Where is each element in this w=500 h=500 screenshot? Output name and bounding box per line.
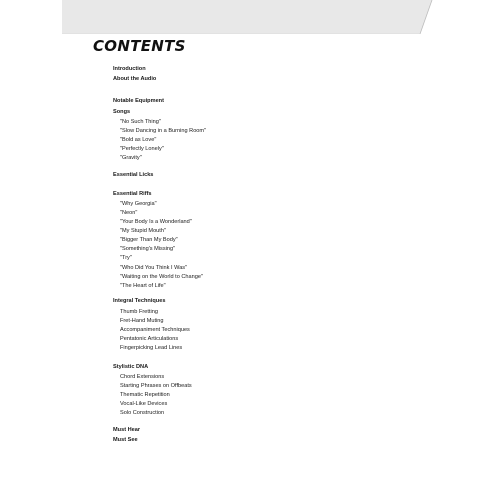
toc-entry-title: "Try" [120, 255, 132, 261]
toc-entry-title: "The Heart of Life" [120, 283, 166, 289]
toc-section-title: Notable Equipment [113, 98, 164, 104]
toc-entry-title: Chord Extensions [120, 374, 165, 380]
toc-section-title: Must Hear [113, 427, 141, 433]
toc-section-title: About the Audio [113, 76, 157, 82]
toc-section-title: Essential Riffs [113, 191, 152, 197]
toc-entry-title: Thumb Fretting [120, 309, 158, 315]
toc-section-title: Essential Licks [113, 172, 154, 178]
toc-entry-title: "Who Did You Think I Was" [120, 265, 188, 271]
toc-entry-title: Starting Phrases on Offbeats [120, 383, 192, 389]
toc-entry-title: "Bigger Than My Body" [120, 237, 178, 243]
toc-entry-title: "Gravity" [120, 155, 142, 161]
header-band [0, 0, 500, 34]
toc-section-title: Must See [113, 437, 138, 443]
toc-entry-title: "Something's Missing" [120, 246, 176, 252]
toc-entry-title: "Perfectly Lonely" [120, 146, 164, 152]
toc-entry-title: Fingerpicking Lead Lines [120, 345, 183, 351]
toc-section-title: Stylistic DNA [113, 364, 149, 370]
toc-section-title: Integral Techniques [113, 298, 166, 304]
toc-section-title: Introduction [113, 66, 146, 72]
toc-entry-title: "Why Georgia" [120, 201, 157, 207]
toc-entry-title: Vocal-Like Devices [120, 401, 168, 407]
toc-entry-title: "Your Body Is a Wonderland" [120, 219, 192, 225]
toc-entry-title: "Bold as Love" [120, 137, 157, 143]
toc-entry-title: Solo Construction [120, 410, 165, 416]
toc-entry-title: "Waiting on the World to Change" [120, 274, 203, 280]
toc-entry-title: "No Such Thing" [120, 119, 161, 125]
toc-entry-title: "My Stupid Mouth" [120, 228, 166, 234]
toc-section-title: Songs [113, 109, 131, 115]
toc-entry-title: Thematic Repetition [120, 392, 170, 398]
toc-entry-title: Pentatonic Articulations [120, 336, 179, 342]
page-title: CONTENTS [93, 37, 186, 55]
toc-entry-title: "Slow Dancing in a Burning Room" [120, 128, 207, 134]
toc-entry-title: Accompaniment Techniques [120, 327, 190, 333]
header-band-shape [62, 0, 432, 34]
toc-entry-title: Fret-Hand Muting [120, 318, 164, 324]
toc-entry-title: "Neon" [120, 210, 138, 216]
